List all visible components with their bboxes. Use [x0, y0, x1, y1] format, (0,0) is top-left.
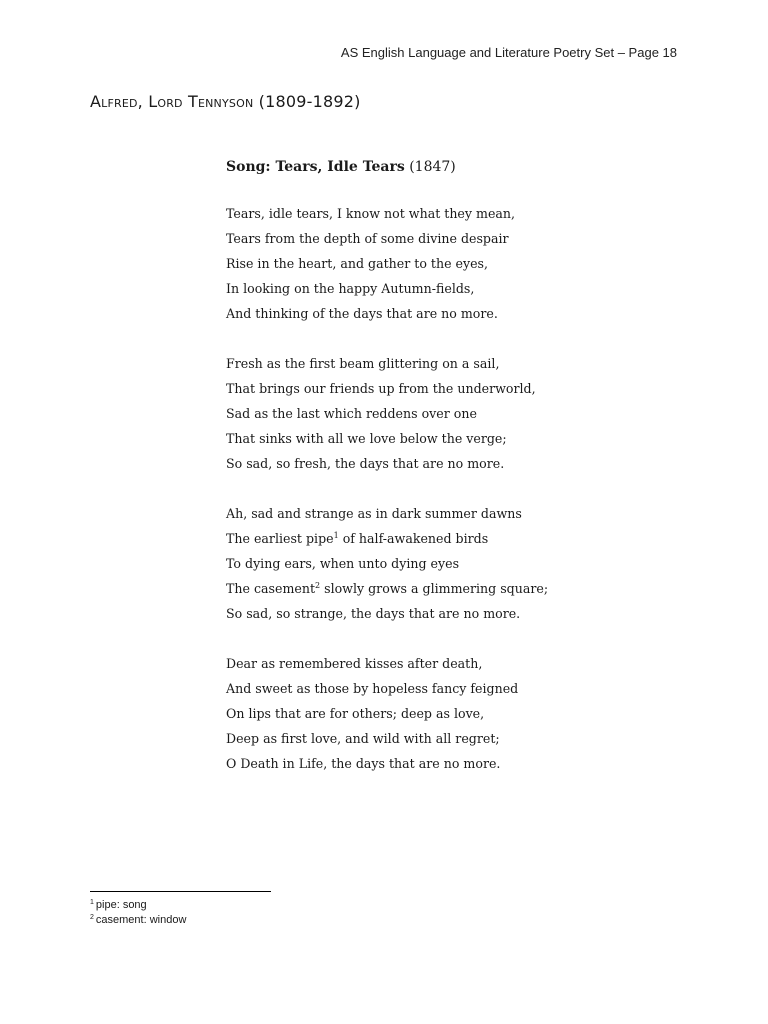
poem-line: Deep as first love, and wild with all regret; — [226, 731, 500, 746]
poem-line-with-footnote — [226, 526, 686, 551]
poem-title — [226, 157, 686, 177]
poem-line: In looking on the happy Autumn-fields, — [226, 281, 475, 296]
footnote-marker: 1 — [90, 899, 94, 906]
stanza-2 — [226, 351, 686, 476]
poem-line: Tears, idle tears, I know not what they mean, — [226, 206, 516, 221]
poem — [226, 157, 686, 801]
author-heading: Alfred, Lord Tennyson (1809-1892) — [90, 92, 361, 111]
footnote-marker: 2 — [90, 914, 94, 921]
poem-line: Ah, sad and strange as in dark summer dawns — [226, 506, 522, 521]
footnote-text: pipe: song — [95, 899, 147, 911]
line-text-after: slowly grows a glimmering square; — [320, 581, 549, 596]
poem-line: Dear as remembered kisses after death, — [226, 656, 483, 671]
running-header: AS English Language and Literature Poetry Set – Page 18 — [340, 45, 677, 60]
poem-line: Fresh as the first beam glittering on a sail, — [226, 356, 500, 371]
poem-line: And sweet as those by hopeless fancy feigned — [226, 681, 519, 696]
footnote-divider — [90, 891, 271, 892]
footnotes — [90, 898, 186, 928]
poem-line: Tears from the depth of some divine despair — [226, 231, 509, 246]
poem-title-text: Song: Tears, Idle Tears — [226, 159, 405, 175]
poem-line: That sinks with all we love below the verge; — [226, 431, 507, 446]
poem-line: That brings our friends up from the underworld, — [226, 381, 536, 396]
poem-line: O Death in Life, the days that are no more. — [226, 756, 501, 771]
footnote-ref-1[interactable]: 1 — [333, 531, 339, 540]
poem-line: Sad as the last which reddens over one — [226, 406, 477, 421]
line-text-after: of half-awakened birds — [338, 531, 489, 546]
line-text-before: The earliest pipe — [226, 531, 334, 546]
poem-line: So sad, so fresh, the days that are no more. — [226, 456, 505, 471]
poem-line: On lips that are for others; deep as love, — [226, 706, 485, 721]
poem-line-with-footnote — [226, 576, 686, 601]
footnote-2 — [90, 913, 186, 928]
poem-line: And thinking of the days that are no more. — [226, 306, 498, 321]
footnote-text: casement: window — [95, 914, 187, 926]
poem-line: To dying ears, when unto dying eyes — [226, 556, 460, 571]
poem-line: Rise in the heart, and gather to the eyes, — [226, 256, 489, 271]
footnote-1 — [90, 898, 186, 913]
stanza-4 — [226, 651, 686, 776]
line-text-before: The casement — [226, 581, 316, 596]
poem-line: So sad, so strange, the days that are no more. — [226, 606, 521, 621]
stanza-1 — [226, 201, 686, 326]
stanza-3 — [226, 501, 686, 626]
footnote-ref-2[interactable]: 2 — [315, 581, 321, 590]
poem-year: (1847) — [409, 159, 456, 175]
